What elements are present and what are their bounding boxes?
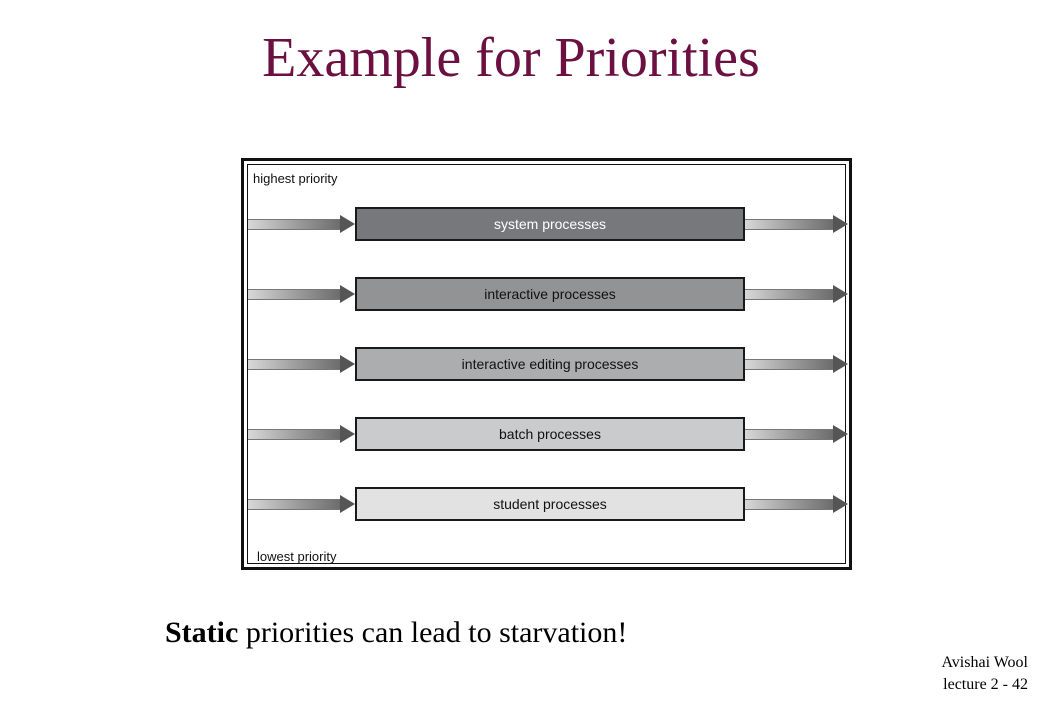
slide-title: Example for Priorities — [262, 27, 760, 89]
slide-footer — [941, 652, 1028, 696]
footnote — [165, 616, 627, 650]
footer-slide-ref: lecture 2 - 42 — [943, 676, 1028, 693]
highest-priority-label: highest priority — [253, 171, 338, 186]
outgoing-arrow — [745, 424, 848, 444]
footnote-text: priorities can lead to starvation! — [238, 616, 628, 649]
priority-queue-diagram — [241, 158, 852, 570]
outgoing-arrow — [745, 214, 848, 234]
queue-box: batch processes — [355, 417, 745, 451]
lowest-priority-label: lowest priority — [257, 549, 337, 564]
incoming-arrow — [248, 214, 355, 234]
outgoing-arrow — [745, 284, 848, 304]
incoming-arrow — [248, 424, 355, 444]
footer-author: Avishai Wool — [941, 654, 1028, 671]
queue-box: student processes — [355, 487, 745, 521]
diagram-frame — [247, 164, 846, 564]
footnote-emphasis: Static — [165, 616, 239, 649]
queue-box: interactive processes — [355, 277, 745, 311]
incoming-arrow — [248, 494, 355, 514]
outgoing-arrow — [745, 494, 848, 514]
queue-box: interactive editing processes — [355, 347, 745, 381]
outgoing-arrow — [745, 354, 848, 374]
incoming-arrow — [248, 284, 355, 304]
queue-box: system processes — [355, 207, 745, 241]
incoming-arrow — [248, 354, 355, 374]
